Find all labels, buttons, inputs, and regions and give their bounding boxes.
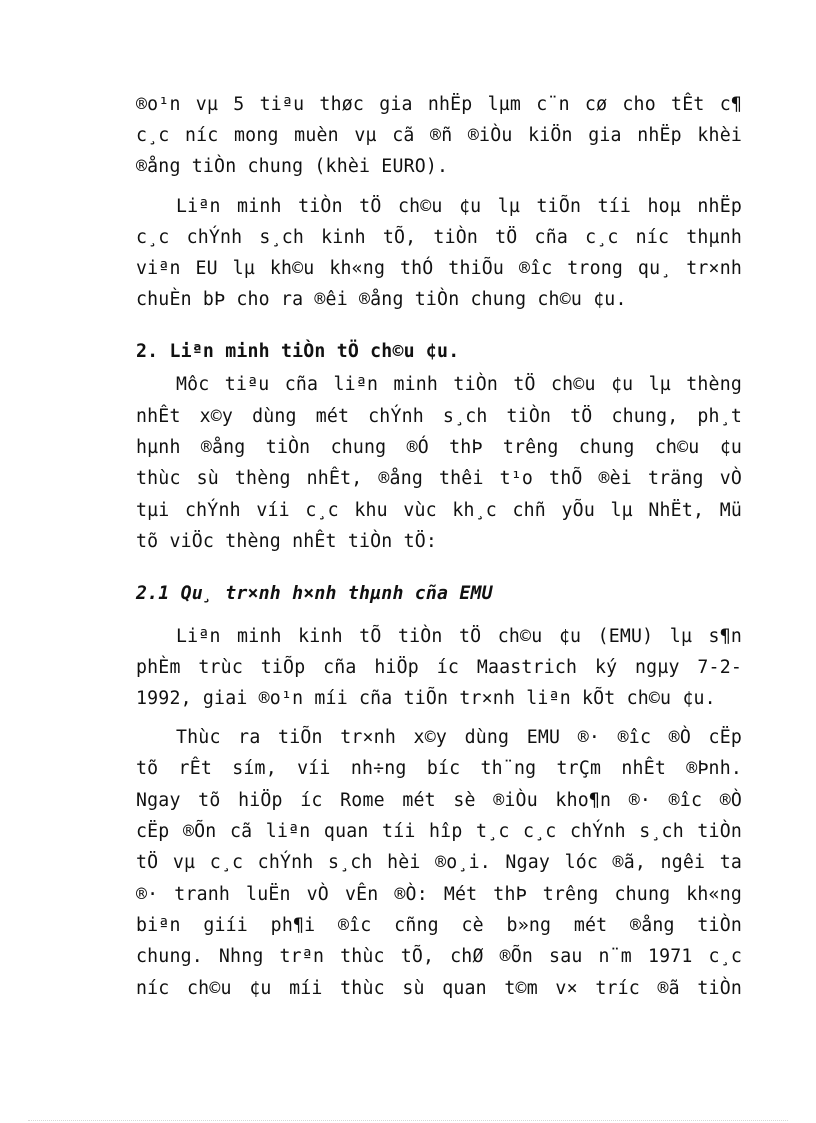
body-text-line: tÖ vµ c¸c chÝnh s¸ch hèi ®o¸i. Ngay lóc ®ã, ngêi ta: [136, 852, 742, 873]
body-text-line: nhÊt x©y dùng mét chÝnh s¸ch tiÒn tÖ chung, ph¸t: [136, 406, 742, 427]
body-text-line: níc ch©u ¢u míi thùc sù quan t©m v× tríc ®ã tiÒn: [136, 978, 742, 999]
body-text-line: 1992, giai ®o¹n míi cña tiÕn tr×nh liªn kÕt ch©u ¢u.: [136, 688, 716, 709]
paragraph-first-line: Liªn minh kinh tÕ tiÒn tÖ ch©u ¢u (EMU) lµ s¶n: [176, 626, 742, 647]
page-bottom-divider: [28, 1120, 788, 1121]
body-text-line: tõ rÊt sím, víi nh÷ng bíc th¨ng trÇm nhÊt ®Þnh.: [136, 758, 742, 779]
paragraph-first-line: Thùc ra tiÕn tr×nh x©y dùng EMU ®· ®îc ®Ò cËp: [176, 727, 742, 748]
body-text-line: hµnh ®ång tiÒn chung ®Ó thÞ trêng chung ch©u ¢u: [136, 437, 742, 458]
section-heading: 2. Liªn minh tiÒn tÖ ch©u ¢u.: [136, 341, 460, 362]
body-text-line: ®ång tiÒn chung (khèi EURO).: [136, 156, 449, 177]
subsection-heading: 2.1 Qu¸ tr×nh h×nh thµnh cña EMU: [136, 583, 493, 604]
body-text-line: c¸c chÝnh s¸ch kinh tÕ, tiÒn tÖ cña c¸c níc thµnh: [136, 227, 742, 248]
paragraph-first-line: Liªn minh tiÒn tÖ ch©u ¢u lµ tiÕn tíi hoµ nhËp: [176, 196, 742, 217]
body-text-line: chung. Nhng trªn thùc tÕ, chØ ®Õn sau n¨m 1971 c¸c: [136, 946, 742, 967]
body-text-line: chuÈn bÞ cho ra ®êi ®ång tiÒn chung ch©u ¢u.: [136, 289, 627, 310]
body-text-line: thùc sù thèng nhÊt, ®ång thêi t¹o thÕ ®èi träng vÒ: [136, 468, 742, 489]
body-text-line: tõ viÖc thèng nhÊt tiÒn tÖ:: [136, 531, 438, 552]
body-text-line: ®· tranh luËn vÒ vÊn ®Ò: Mét thÞ trêng chung kh«ng: [136, 884, 742, 905]
body-text-line: viªn EU lµ kh©u kh«ng thÓ thiÕu ®îc trong qu¸ tr×nh: [136, 258, 742, 279]
body-text-line: biªn giíi ph¶i ®îc cñng cè b»ng mét ®ång tiÒn: [136, 915, 742, 936]
body-text-line: c¸c níc mong muèn vµ cã ®ñ ®iÒu kiÖn gia nhËp khèi: [136, 125, 742, 146]
body-text-line: Ngay tõ hiÖp íc Rome mét sè ®iÒu kho¶n ®· ®îc ®Ò: [136, 790, 742, 811]
body-text-line: tµi chÝnh víi c¸c khu vùc kh¸c chñ yÕu lµ NhËt, Mü: [136, 500, 742, 521]
body-text-line: ®o¹n vµ 5 tiªu thøc gia nhËp lµm c¨n cø cho tÊt c¶: [136, 94, 742, 115]
body-text-line: cËp ®Õn cã liªn quan tíi hîp t¸c c¸c chÝnh s¸ch tiÒn: [136, 821, 742, 842]
body-text-line: phÈm trùc tiÕp cña hiÖp íc Maastrich ký ngµy 7-2-: [136, 657, 742, 678]
paragraph-first-line: Môc tiªu cña liªn minh tiÒn tÖ ch©u ¢u lµ thèng: [176, 374, 742, 395]
